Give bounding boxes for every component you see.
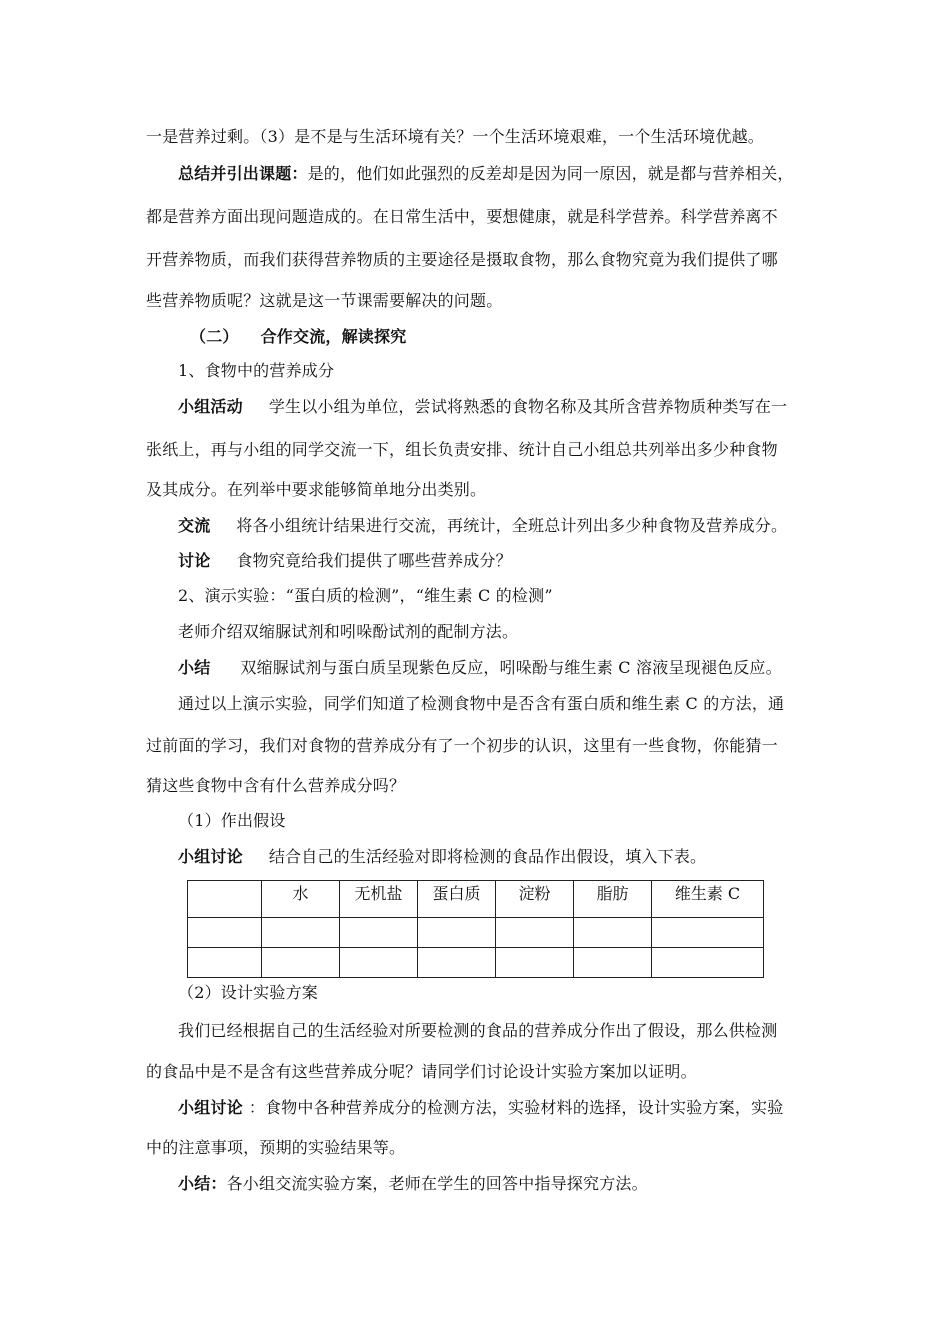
table-header-cell xyxy=(188,881,262,918)
paragraph-line: 通过以上演示实验，同学们知道了检测食物中是否含有蛋白质和维生素 C 的方法，通 xyxy=(178,694,785,713)
table-header-cell: 水 xyxy=(262,881,340,918)
paragraph-text: 一是营养过剩。（3）是不是与生活环境有关？一个生活环境艰难，一个生活环境优越。 xyxy=(146,127,764,146)
table-cell xyxy=(340,948,418,978)
table-cell xyxy=(574,918,652,948)
table-cell xyxy=(188,918,262,948)
table-cell xyxy=(418,948,496,978)
table-cell xyxy=(262,948,340,978)
table-cell xyxy=(340,918,418,948)
section-title: 合作交流，解读探究 xyxy=(260,327,407,346)
table-cell xyxy=(496,948,574,978)
group-discuss-label: 小组讨论 xyxy=(178,847,243,866)
table-cell xyxy=(496,918,574,948)
table-cell xyxy=(652,918,764,948)
table-cell xyxy=(418,918,496,948)
paragraph-text: 各小组交流实验方案，老师在学生的回答中指导探究方法。 xyxy=(226,1174,648,1193)
summary-label: 小结 xyxy=(178,658,211,677)
table-cell xyxy=(262,918,340,948)
table-header-cell: 淀粉 xyxy=(496,881,574,918)
step-heading: （2）设计实验方案 xyxy=(178,983,318,1002)
subsection-heading: 2、演示实验：“蛋白质的检测”，“维生素 C 的检测” xyxy=(178,586,553,605)
paragraph-text: 食物究竟给我们提供了哪些营养成分？ xyxy=(236,551,512,570)
group-activity-line xyxy=(178,396,787,418)
exchange-line xyxy=(178,515,787,537)
table-header-cell: 维生素 C xyxy=(652,881,764,918)
exchange-label: 交流 xyxy=(178,516,211,535)
group-activity-label: 小组活动 xyxy=(178,397,243,416)
group-discuss-line xyxy=(178,1097,783,1119)
discuss-line xyxy=(178,550,512,572)
summary-intro-label: 总结并引出课题： xyxy=(178,164,308,183)
paragraph-text: 是的，他们如此强烈的反差却是因为同一原因，就是都与营养相关， xyxy=(307,164,794,183)
step-heading: （1）作出假设 xyxy=(178,811,286,830)
summary-paragraph-line xyxy=(178,163,794,185)
paragraph-text: ：食物中各种营养成分的检测方法，实验材料的选择，设计实验方案，实验 xyxy=(248,1098,784,1117)
paragraph-text: 结合自己的生活经验对即将检测的食品作出假设，填入下表。 xyxy=(268,847,707,866)
table-row xyxy=(188,918,764,948)
table-row xyxy=(188,948,764,978)
table-cell xyxy=(652,948,764,978)
paragraph-line: 我们已经根据自己的生活经验对所要检测的食品的营养成分作出了假设，那么供检测 xyxy=(178,1021,778,1040)
paragraph-line: 老师介绍双缩脲试剂和吲哚酚试剂的配制方法。 xyxy=(178,622,519,641)
table-cell xyxy=(574,948,652,978)
paragraph-line: 过前面的学习，我们对食物的营养成分有了一个初步的认识，这里有一些食物，你能猜一 xyxy=(146,736,778,755)
group-discuss-line xyxy=(178,846,706,868)
discuss-label: 讨论 xyxy=(178,551,211,570)
paragraph-text: 学生以小组为单位，尝试将熟悉的食物名称及其所含营养物质种类写在一 xyxy=(268,397,788,416)
paragraph-line: 张纸上，再与小组的同学交流一下，组长负责安排、统计自己小组总共列举出多少种食物 xyxy=(146,440,778,459)
table-cell xyxy=(188,948,262,978)
section-heading xyxy=(190,326,406,348)
table-header-row xyxy=(188,881,764,918)
paragraph-text: 双缩脲试剂与蛋白质呈现紫色反应，吲哚酚与维生素 C 溶液呈现褪色反应。 xyxy=(240,658,782,677)
table-header-cell: 无机盐 xyxy=(340,881,418,918)
paragraph-line: 的食品中是不是含有这些营养成分呢？请同学们讨论设计实验方案加以证明。 xyxy=(146,1062,697,1081)
paragraph-line: 都是营养方面出现问题造成的。在日常生活中，要想健康，就是科学营养。科学营养离不 xyxy=(146,207,778,226)
hypothesis-table xyxy=(187,880,764,978)
final-summary-line xyxy=(178,1173,648,1195)
paragraph-line: 中的注意事项，预期的实验结果等。 xyxy=(146,1138,406,1157)
subsection-heading: 1、食物中的营养成分 xyxy=(178,361,335,380)
paragraph-text: 将各小组统计结果进行交流，再统计，全班总计列出多少种食物及营养成分。 xyxy=(236,516,788,535)
paragraph-line: 及其成分。在列举中要求能够简单地分出类别。 xyxy=(146,480,487,499)
paragraph-line: 些营养物质呢？这就是这一节课需要解决的问题。 xyxy=(146,291,503,310)
paragraph-line: 开营养物质，而我们获得营养物质的主要途径是摄取食物，那么食物究竟为我们提供了哪 xyxy=(146,250,778,269)
table-header-cell: 脂肪 xyxy=(574,881,652,918)
paragraph-continuation xyxy=(146,126,764,148)
table-header-cell: 蛋白质 xyxy=(418,881,496,918)
summary-line xyxy=(178,657,782,679)
final-summary-label: 小结： xyxy=(178,1174,227,1193)
group-discuss-label: 小组讨论 xyxy=(178,1098,243,1117)
section-number: （二） xyxy=(190,327,239,346)
paragraph-line: 猜这些食物中含有什么营养成分吗？ xyxy=(146,776,406,795)
